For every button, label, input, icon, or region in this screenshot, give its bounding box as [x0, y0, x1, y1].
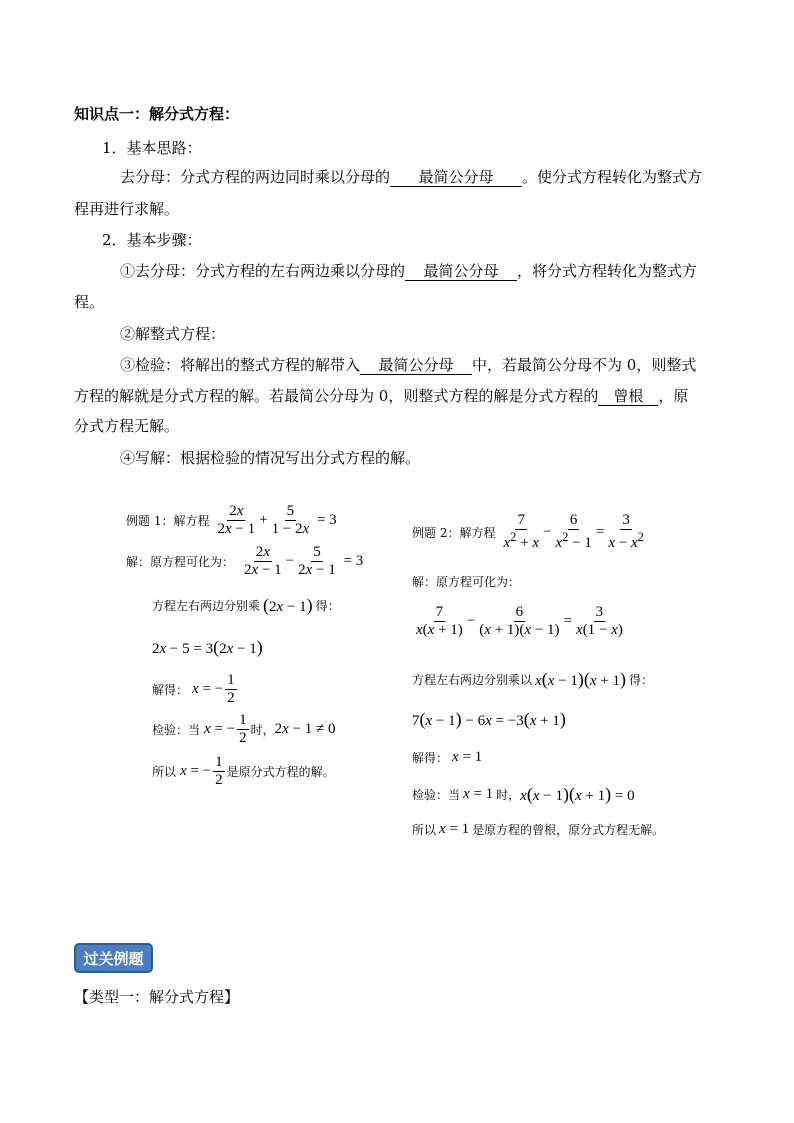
example2-rewritten-equation: $\frac{7}{x(x + 1)}$ − $\frac{6}{(x + 1)(x - 1)}$ = $\frac{3}{x(1 - x)}$: [416, 604, 623, 639]
step2: ②解整式方程：: [120, 325, 226, 343]
example1-rewritten-equation: $\frac{2x}{2x - 1}$ − $\frac{5}{2x - 1}$ = 3: [244, 544, 364, 579]
example1-equation: $\frac{2x}{2x - 1}$ + $\frac{5}{1 - 2x}$ = 3: [217, 503, 337, 538]
item1-line2: 程再进行求解。: [74, 200, 180, 218]
step3-post: 中，若最简公分母不为 0，则整式: [472, 356, 697, 374]
example1-check-mid: 时，: [250, 723, 275, 738]
item1-heading: 1．基本思路：: [102, 139, 202, 157]
example2-solve: 解得： x = 1: [412, 749, 483, 765]
step1-line1: [120, 260, 697, 281]
example2-conclusion-pre: 所以: [412, 823, 437, 837]
step3-line2-blank: 曾根: [598, 388, 658, 406]
step1-blank: 最简公分母: [405, 263, 517, 281]
step4: ④写解：根据检验的情况写出分式方程的解。: [120, 449, 421, 467]
example1-problem: [126, 503, 337, 539]
example2-check-mid: 时，: [496, 788, 521, 802]
step3-line2: [74, 385, 688, 406]
step1-line2: 程。: [74, 293, 105, 311]
example2-check: 检验：当 x = 1 时， x(x − 1)(x + 1) = 0: [412, 784, 635, 804]
item1-line1-pre: 去分母：分式方程的两边同时乘以分母的: [120, 168, 391, 186]
example2-solution-label: 解：原方程可化为：: [412, 575, 521, 589]
example1-conclusion-post: 是原分式方程的解。: [226, 765, 335, 780]
step3-pre: ③检验：将解出的整式方程的解带入: [120, 356, 361, 374]
example1-solve-label: 解得：: [152, 683, 189, 698]
type-heading: 【类型一：解分式方程】: [74, 988, 240, 1006]
step3-blank: 最简公分母: [360, 357, 472, 375]
example2-problem: [412, 512, 648, 553]
example1-multiply: 方程左右两边分别乘 (2x − 1) 得：: [152, 595, 340, 615]
example2-check-pre: 检验：当: [412, 788, 461, 802]
section-badge: 过关例题: [74, 943, 153, 973]
example1-solution-label: 解：原方程可化为：: [126, 555, 235, 570]
example2-conclusion: 所以 x = 1 是原方程的曾根，原分式方程无解。: [412, 821, 665, 837]
step3-line1: [120, 354, 696, 375]
example1-solve: 解得： x = − $\frac{1}{2}$: [152, 672, 235, 707]
example2-solve-label: 解得：: [412, 751, 449, 765]
step1-post: ，将分式方程转化为整式方: [517, 262, 698, 280]
example1-label: 例题 1：解方程: [126, 514, 210, 529]
item1-line1: [120, 166, 702, 187]
example1-rewrite: [126, 544, 363, 580]
step1-pre: ①去分母：分式方程的左右两边乘以分母的: [120, 262, 406, 280]
example2-multiply-pre: 方程左右两边分别乘以: [412, 673, 533, 687]
step3-line3: 分式方程无解。: [74, 417, 180, 435]
example1-multiply-post: 得：: [315, 599, 340, 613]
example1-check: 检验：当 x = − $\frac{1}{2}$ 时， 2x − 1 ≠ 0: [152, 712, 336, 747]
example2-integral-equation: 7(x − 1) − 6x = −3(x + 1): [412, 709, 566, 729]
item1-blank: 最简公分母: [390, 169, 522, 187]
example1-integral-equation: 2x − 5 = 3(2x − 1): [152, 637, 263, 657]
section-title: 知识点一：解分式方程：: [74, 105, 240, 123]
example2-equation: $\frac{7}{x^2 + x}$ − $\frac{6}{x^2 - 1}$ = $\frac{3}{x - x^2}$: [503, 512, 644, 552]
example2-conclusion-post: 是原方程的曾根，原分式方程无解。: [472, 823, 665, 837]
example2-label: 例题 2：解方程: [412, 525, 496, 540]
item2-heading: 2．基本步骤：: [102, 231, 202, 249]
example1-check-pre: 检验：当: [152, 723, 201, 738]
example1-conclusion-pre: 所以: [152, 765, 177, 780]
example2-multiply: 方程左右两边分别乘以 x(x − 1)(x + 1) 得：: [412, 669, 653, 689]
example1-conclusion: 所以 x = − $\frac{1}{2}$ 是原分式方程的解。: [152, 754, 335, 789]
example2-multiply-post: 得：: [628, 673, 653, 687]
step3-line2-post: ，原: [658, 387, 689, 405]
step3-line2-pre: 方程的解就是分式方程的解。若最简公分母为 0，则整式方程的解是分式方程的: [74, 387, 599, 405]
item1-line1-post: 。使分式方程转化为整式方: [522, 168, 703, 186]
example1-multiply-pre: 方程左右两边分别乘: [152, 599, 261, 613]
